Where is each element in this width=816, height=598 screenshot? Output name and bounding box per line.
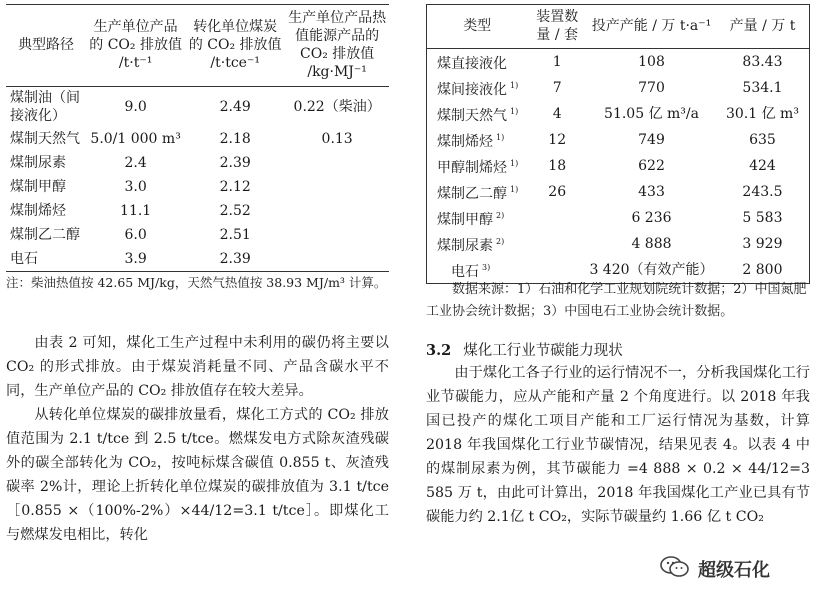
table-cell: 7 xyxy=(552,80,562,96)
cell-text: 煤制尿素 xyxy=(437,238,493,254)
table-cell: 煤制天然气 xyxy=(10,131,80,147)
table-cell: 0.22（柴油） xyxy=(293,99,381,115)
table-row xyxy=(6,151,389,175)
table-row xyxy=(6,175,389,199)
table-row xyxy=(427,101,810,127)
table-row xyxy=(427,49,810,76)
table-cell xyxy=(427,231,528,257)
table-cell: 433 xyxy=(638,184,665,200)
table-cell xyxy=(285,151,389,175)
table-header-cell: 典型路径 xyxy=(6,5,86,87)
cell-text: 煤间接液化 xyxy=(437,82,507,98)
table-cell: 0.13 xyxy=(321,131,353,147)
table-cell: 3 420（有效产能） xyxy=(589,262,714,278)
table-cell xyxy=(427,153,528,179)
table-cell xyxy=(285,223,389,247)
footnote-mark: 1) xyxy=(510,159,519,168)
table-header-cell: 装置数量 / 套 xyxy=(527,5,587,49)
table-row xyxy=(427,75,810,101)
table-source-note: 数据来源：1）石油和化学工业规划院统计数据；2）中国氮肥工业协会统计数据；3）中国电石工业协会统计数据。 xyxy=(426,282,807,319)
table-cell: 煤制尿素 xyxy=(10,155,66,171)
wechat-icon xyxy=(660,555,690,583)
table-cell: 3.0 xyxy=(124,179,147,195)
table-row xyxy=(6,127,389,151)
table-cell xyxy=(285,199,389,223)
table-cell: 2.18 xyxy=(219,131,251,147)
table-cell xyxy=(527,231,587,257)
paragraph: 由于煤化工各子行业的运行情况不一，分析我国煤化工行业节碳能力，应从产能和产量 2 个角度进行。以 2018 年我国已投产的煤化工项目产能和工厂运行情况为基数，计算 2018 年我国煤化工行业节碳情况，结果见表 4。以表 4 中的煤制尿素为例，其节碳能力 =4 888 × 0.2 × 44/12=3 585 万 t，由此可计算出，2018 年我国煤化工产业已具有节碳能力约 2.1亿 t CO₂，实际节碳量约 1.66 亿 t CO₂ xyxy=(426,365,810,525)
body-text xyxy=(426,361,810,529)
table-cell: 26 xyxy=(548,184,567,200)
section-title: 煤化工行业节碳能力现状 xyxy=(463,343,623,359)
watermark-text: 超级石化 xyxy=(698,560,770,581)
table-header-cell: 类型 xyxy=(427,5,528,49)
table-header-cell: 转化单位煤炭的 CO₂ 排放值 /t·tce⁻¹ xyxy=(185,5,285,87)
footnote-mark: 1) xyxy=(496,133,505,142)
table-header-row xyxy=(427,5,810,49)
table-cell: 12 xyxy=(548,132,567,148)
table-header-cell: 生产单位产品热值能源产品的 CO₂ 排放值 /kg·MJ⁻¹ xyxy=(285,5,389,87)
paragraph: 从转化单位煤炭的碳排放量看，煤化工方式的 CO₂ 排放值范围为 2.1 t/tce 到 2.5 t/tce。燃煤发电方式除灰渣残碳外的碳全部转化为 CO₂，按吨标煤含碳值 0.855 t、灰渣残碳率 2%计，理论上折转化单位煤炭的碳排放值为 3.1 t/tce ［0.855 ×（100%-2%）×44/12=3.1 t/tce］。即煤化工与燃煤发电相比，转化 xyxy=(6,407,389,543)
section-number: 3.2 xyxy=(426,342,452,359)
table-row xyxy=(427,231,810,257)
table-cell: 18 xyxy=(548,158,567,174)
cell-text: 煤制天然气 xyxy=(437,108,507,124)
table-cell: 2.52 xyxy=(219,203,251,219)
cell-text: 煤制乙二醇 xyxy=(437,186,507,202)
table-cell xyxy=(427,205,528,231)
table-cell: 749 xyxy=(638,132,665,148)
table-cell xyxy=(527,205,587,231)
table-cell: 5 583 xyxy=(742,210,783,226)
table-cell: 30.1 亿 m³ xyxy=(725,106,799,122)
table-cell xyxy=(427,49,528,76)
table-cell: 5.0/1 000 m³ xyxy=(90,131,181,147)
footnote-mark: 3) xyxy=(482,263,491,272)
table-cell: 4 888 xyxy=(631,236,672,252)
table-cell: 电石 xyxy=(10,251,38,267)
footnote-mark: 1) xyxy=(510,107,519,116)
table-cell xyxy=(427,101,528,127)
table-cell: 6.0 xyxy=(124,227,147,243)
table-cell: 770 xyxy=(638,80,665,96)
table-cell: 635 xyxy=(749,132,776,148)
table-row xyxy=(6,87,389,128)
table-cell xyxy=(285,175,389,199)
table-header-cell: 生产单位产品的 CO₂ 排放值 /t·t⁻¹ xyxy=(86,5,185,87)
paragraph: 由表 2 可知，煤化工生产过程中未利用的碳仍将主要以 CO₂ 的形式排放。由于煤炭消耗量不同、产品含碳水平不同，生产单位产品的 CO₂ 排放值存在较大差异。 xyxy=(6,335,389,399)
table-row xyxy=(6,199,389,223)
table-header-cell: 投产产能 / 万 t·a⁻¹ xyxy=(587,5,716,49)
table-cell: 2.4 xyxy=(124,155,147,171)
table-header-cell: 产量 / 万 t xyxy=(716,5,810,49)
table-cell: 煤制甲醇 xyxy=(10,179,66,195)
watermark xyxy=(660,551,810,587)
table-cell xyxy=(427,127,528,153)
table-cell: 9.0 xyxy=(124,99,147,115)
table-4 xyxy=(426,4,810,284)
table-cell: 622 xyxy=(638,158,665,174)
footnote-mark: 2) xyxy=(496,237,505,246)
table-row xyxy=(427,153,810,179)
table-cell: 2.51 xyxy=(219,227,251,243)
table-cell: 煤制油（间接液化） xyxy=(10,90,80,124)
table-cell: 424 xyxy=(749,158,776,174)
table-cell: 2 800 xyxy=(742,262,783,278)
table-cell: 108 xyxy=(638,54,665,70)
table-3 xyxy=(6,4,389,272)
cell-text: 电石 xyxy=(451,264,479,280)
table-cell xyxy=(285,247,389,272)
table-cell: 煤制烯烃 xyxy=(10,203,66,219)
body-text xyxy=(6,331,389,547)
footnote-mark: 1) xyxy=(510,81,519,90)
footnote-mark: 1) xyxy=(510,185,519,194)
table-row xyxy=(427,179,810,205)
table-cell: 2.12 xyxy=(219,179,251,195)
cell-text: 煤制烯烃 xyxy=(437,134,493,150)
table-cell: 11.1 xyxy=(120,203,152,219)
table-row xyxy=(427,205,810,231)
table-cell: 6 236 xyxy=(631,210,672,226)
table-header-row xyxy=(6,5,389,87)
table-note: 注：柴油热值按 42.65 MJ/kg，天然气热值按 38.93 MJ/m³ 计算。 xyxy=(6,275,387,290)
cell-text: 煤直接液化 xyxy=(437,56,507,72)
table-row xyxy=(6,247,389,272)
table-row xyxy=(6,223,389,247)
section-heading xyxy=(426,339,810,360)
table-cell xyxy=(427,75,528,101)
table-row xyxy=(427,127,810,153)
table-cell: 2.49 xyxy=(219,99,251,115)
cell-text: 煤制甲醇 xyxy=(437,212,493,228)
table-cell: 83.43 xyxy=(742,54,783,70)
table-cell: 3.9 xyxy=(124,251,147,267)
table-cell: 51.05 亿 m³/a xyxy=(604,106,699,122)
table-cell: 1 xyxy=(552,54,562,70)
cell-text: 甲醇制烯烃 xyxy=(437,160,507,176)
table-cell: 534.1 xyxy=(742,80,783,96)
table-cell xyxy=(427,179,528,205)
table-cell: 2.39 xyxy=(219,155,251,171)
table-cell: 煤制乙二醇 xyxy=(10,227,80,243)
footnote-mark: 2) xyxy=(496,211,505,220)
table-cell: 4 xyxy=(552,106,562,122)
table-cell: 3 929 xyxy=(742,236,783,252)
table-cell: 243.5 xyxy=(742,184,783,200)
table-cell: 2.39 xyxy=(219,251,251,267)
